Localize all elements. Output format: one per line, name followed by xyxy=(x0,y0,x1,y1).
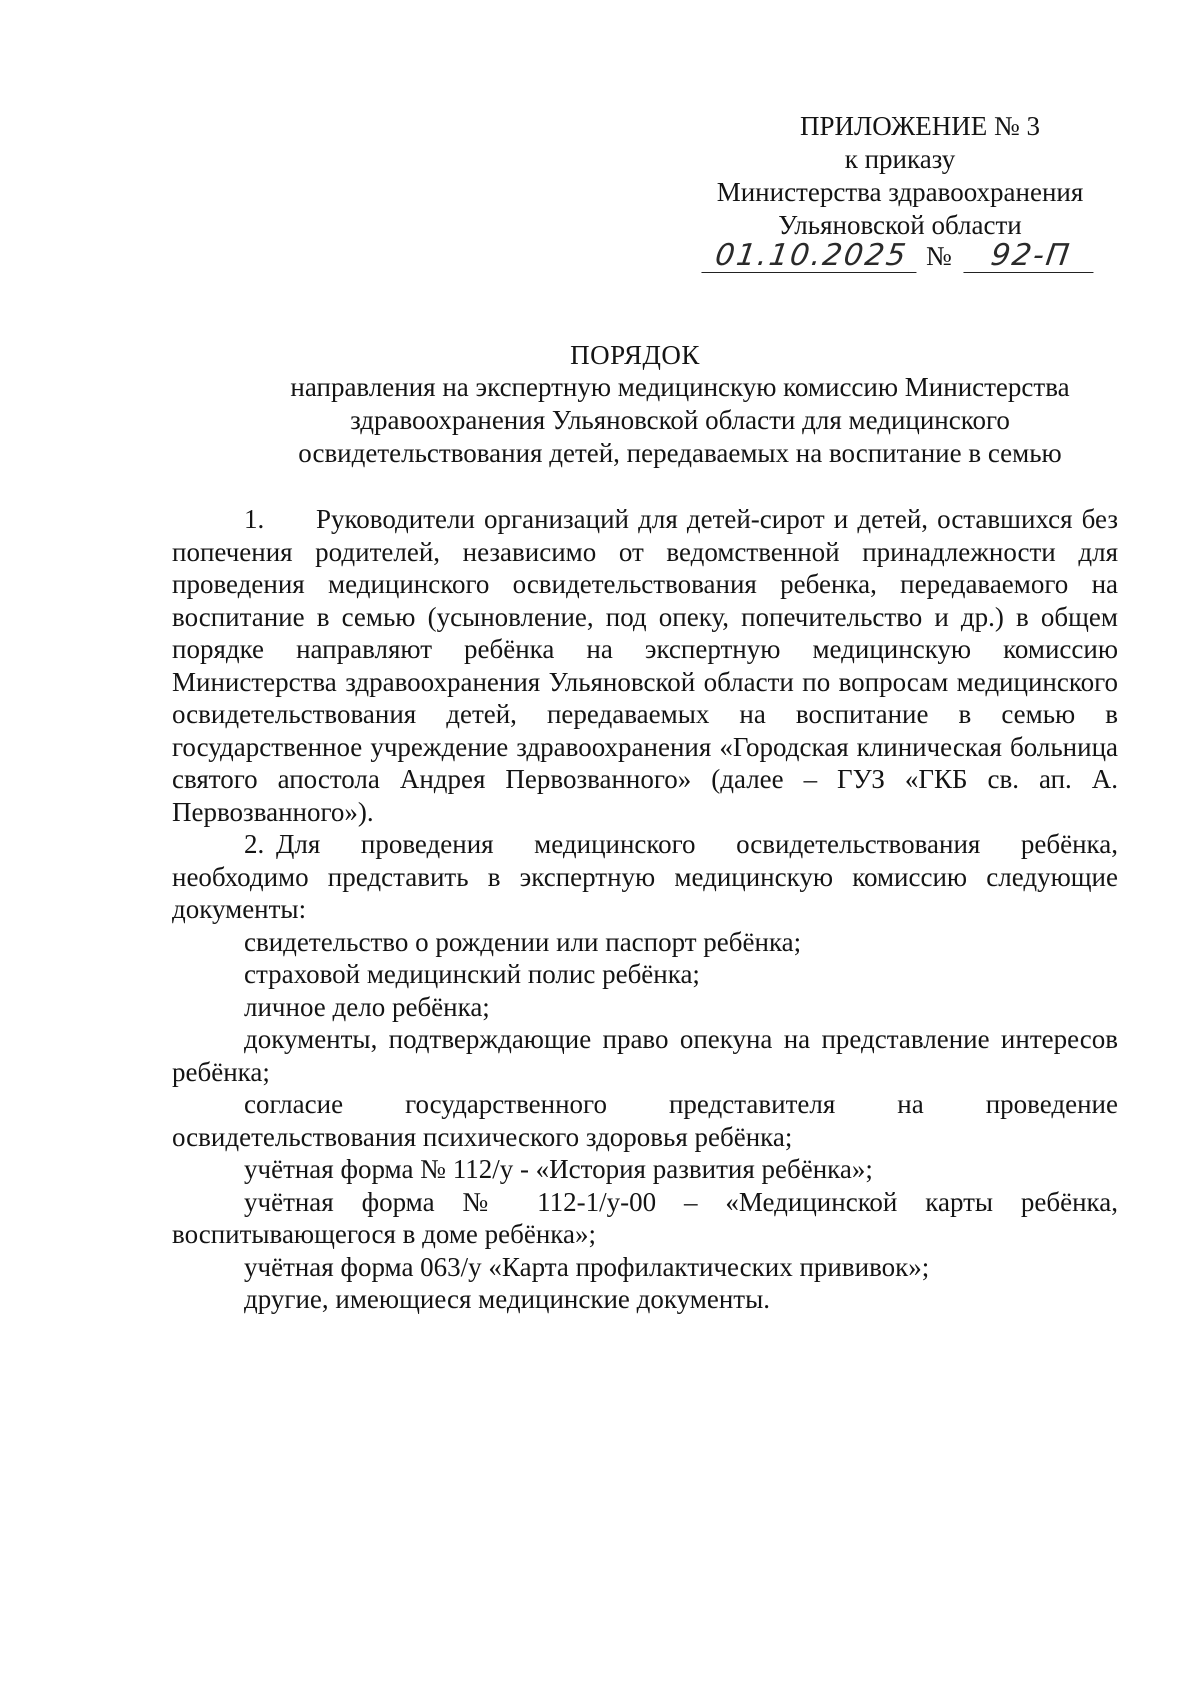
paragraph-1 xyxy=(172,503,1118,828)
paragraph-number: 2. xyxy=(244,829,265,859)
documents-list xyxy=(172,926,1118,1316)
document-body xyxy=(172,503,1118,1316)
paragraph-2 xyxy=(172,828,1118,926)
order-date-number xyxy=(704,236,1104,280)
list-item: страховой медицинский полис ребёнка; xyxy=(244,959,700,989)
appendix-header xyxy=(690,110,1110,242)
document-title: ПОРЯДОК xyxy=(570,340,700,370)
order-number-handwritten: 92-П xyxy=(963,236,1098,273)
list-item: свидетельство о рождении или паспорт ребёнка; xyxy=(244,926,802,957)
subtitle-line: направления на экспертную медицинскую комиссию Министерства xyxy=(290,372,1070,402)
appendix-order-line: к приказу xyxy=(844,144,956,174)
list-item: другие, имеющиеся медицинские документы. xyxy=(244,1284,770,1314)
appendix-ministry-line: Министерства здравоохранения xyxy=(716,177,1084,207)
appendix-title: ПРИЛОЖЕНИЕ № 3 xyxy=(799,111,1041,141)
list-item: учётная форма № 112-1/у-00 – «Медицинской карты ребёнка, воспитывающегося в доме ребёнка»; xyxy=(172,1186,1118,1249)
list-item: учётная форма № 112/у - «История развития ребёнка»; xyxy=(244,1154,873,1184)
paragraph-number: 1. xyxy=(244,504,265,534)
order-number-label: № xyxy=(926,241,952,271)
order-date-handwritten: 01.10.2025 xyxy=(701,236,921,273)
paragraph-text: Для проведения медицинского освидетельствования ребёнка, необходимо представить в экспертную медицинскую комиссию следующие документы: xyxy=(172,829,1118,924)
document-subtitle xyxy=(240,371,1120,470)
list-item: учётная форма 063/у «Карта профилактических прививок»; xyxy=(244,1251,930,1282)
subtitle-line: освидетельствования детей, передаваемых на воспитание в семью xyxy=(298,438,1062,468)
subtitle-line: здравоохранения Ульяновской области для медицинского xyxy=(350,405,1010,435)
list-item: согласие государственного представителя на проведение освидетельствования психического здоровья ребёнка; xyxy=(172,1089,1118,1152)
appendix-region-line: Ульяновской области xyxy=(778,210,1022,240)
paragraph-text: Руководители организаций для детей-сирот и детей, оставшихся без попечения родителей, независимо от ведомственной принадлежности для проведения медицинского освидетельствования ребенка, передаваемого на воспитание в семью (усыновление, под опеку, попечительство и др.) в общем порядке направляют ребёнка на экспертную медицинскую комиссию Министерства здравоохранения Ульяновской области по вопросам медицинского освидетельствования детей, передаваемых на воспитание в семью в государственное учреждение здравоохранения «Городская клиническая больница святого апостола Андрея Первозванного» (далее – ГУЗ «ГКБ св. ап. А. Первозванного»). xyxy=(172,504,1118,827)
list-item: документы, подтверждающие право опекуна на представление интересов ребёнка; xyxy=(172,1024,1118,1087)
list-item: личное дело ребёнка; xyxy=(244,991,490,1022)
